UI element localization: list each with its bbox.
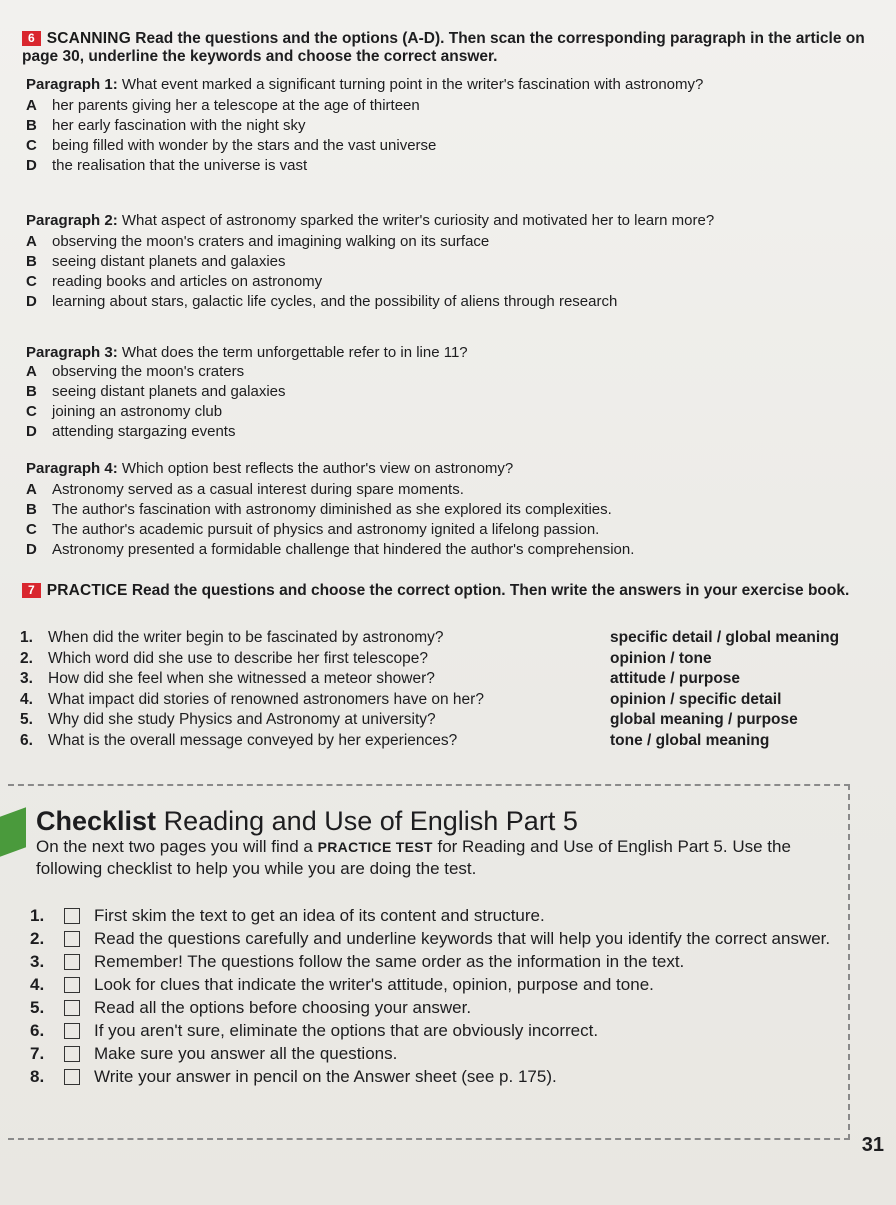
practice-question: 4. What impact did stories of renowned astronomers have on her? opinion / specific detail xyxy=(20,690,782,708)
exercise-6-keyword: SCANNING xyxy=(46,30,131,47)
question-text: What event marked a significant turning point in the writer's fascination with astronomy? xyxy=(121,76,704,93)
checkbox[interactable] xyxy=(64,908,80,924)
checklist-item: 2. Read the questions carefully and underline keywords that will help you identify the correct answer. xyxy=(30,929,831,948)
practice-question: 1. When did the writer begin to be fascinated by astronomy? specific detail / global meaning xyxy=(20,629,840,647)
option-a: A observing the moon's craters and imagining walking on its surface xyxy=(26,233,490,250)
practice-question: 6. What is the overall message conveyed by her experiences? tone / global meaning xyxy=(20,731,770,749)
question-text: What aspect of astronomy sparked the writer's curiosity and motivated her to learn more? xyxy=(121,212,715,229)
exercise-7-keyword: PRACTICE xyxy=(46,582,128,599)
checkbox[interactable] xyxy=(64,977,80,993)
option-a: A her parents giving her a telescope at the age of thirteen xyxy=(26,97,420,114)
option-b: B seeing distant planets and galaxies xyxy=(26,383,286,400)
page-number: 31 xyxy=(861,1134,884,1156)
option-b: B seeing distant planets and galaxies xyxy=(26,253,286,270)
exercise-7-instructions xyxy=(22,580,866,602)
exercise-7-text: Read the questions and choose the correct option. Then write the answers in your exercise book. xyxy=(131,582,850,599)
checklist-item: 4. Look for clues that indicate the writer's attitude, opinion, purpose and tone. xyxy=(30,975,654,994)
checklist-items xyxy=(30,904,845,1088)
option-d: D the realisation that the universe is vast xyxy=(26,157,308,174)
checklist-title-sub: Reading and Use of English Part 5 xyxy=(163,806,578,836)
checkbox[interactable] xyxy=(64,1023,80,1039)
checklist-title-main: Checklist xyxy=(36,806,157,836)
question-text: What does the term unforgettable refer to in line 11? xyxy=(121,344,468,361)
checklist-title xyxy=(36,805,578,837)
question-block-p2 xyxy=(26,212,856,312)
question-heading: Paragraph 4: xyxy=(26,460,118,477)
checkbox[interactable] xyxy=(64,1046,80,1062)
question-heading: Paragraph 2: xyxy=(26,212,118,229)
option-d: D Astronomy presented a formidable challenge that hindered the author's comprehension. xyxy=(26,541,635,558)
checklist-item: 7. Make sure you answer all the questions. xyxy=(30,1044,398,1063)
checkbox[interactable] xyxy=(64,954,80,970)
option-b: B her early fascination with the night sky xyxy=(26,117,306,134)
checklist-item: 6. If you aren't sure, eliminate the options that are obviously incorrect. xyxy=(30,1021,599,1040)
option-a: A observing the moon's craters xyxy=(26,363,245,380)
option-c: C being filled with wonder by the stars and the vast universe xyxy=(26,137,437,154)
question-heading: Paragraph 3: xyxy=(26,344,118,361)
exercise-7-number: 7 xyxy=(22,583,41,598)
exercise-6-text: Read the questions and the options (A-D). Then scan the corresponding paragraph in the article on page 30, underline the keywords and choose the correct answer. xyxy=(22,30,865,65)
checklist-item: 1. First skim the text to get an idea of its content and structure. xyxy=(30,906,545,925)
question-block-p1 xyxy=(26,76,856,176)
checkbox[interactable] xyxy=(64,1069,80,1085)
question-heading: Paragraph 1: xyxy=(26,76,118,93)
practice-question-list xyxy=(20,628,880,751)
option-c: C joining an astronomy club xyxy=(26,403,223,420)
exercise-6-instructions xyxy=(22,30,866,66)
option-b: B The author's fascination with astronomy diminished as she explored its complexities. xyxy=(26,501,612,518)
question-text: Which option best reflects the author's view on astronomy? xyxy=(121,460,514,477)
checkbox[interactable] xyxy=(64,1000,80,1016)
exercise-6-number: 6 xyxy=(22,31,41,46)
practice-question: 2. Which word did she use to describe her first telescope? opinion / tone xyxy=(20,649,712,667)
checklist-item: 8. Write your answer in pencil on the Answer sheet (see p. 175). xyxy=(30,1067,557,1086)
option-c: C reading books and articles on astronomy xyxy=(26,273,323,290)
option-a: A Astronomy served as a casual interest during spare moments. xyxy=(26,481,464,498)
checklist-intro: On the next two pages you will find a PRACTICE TEST for Reading and Use of English Part 5. Use the following checklist to help you while you are doing the test. xyxy=(36,837,791,878)
question-block-p3 xyxy=(26,344,856,442)
option-d: D attending stargazing events xyxy=(26,423,236,440)
option-d: D learning about stars, galactic life cycles, and the possibility of aliens through research xyxy=(26,293,618,310)
checklist-item: 5. Read all the options before choosing your answer. xyxy=(30,998,472,1017)
checkbox[interactable] xyxy=(64,931,80,947)
practice-question: 3. How did she feel when she witnessed a meteor shower? attitude / purpose xyxy=(20,670,741,688)
checklist-item: 3. Remember! The questions follow the same order as the information in the text. xyxy=(30,952,685,971)
question-block-p4 xyxy=(26,460,856,560)
practice-question: 5. Why did she study Physics and Astronomy at university? global meaning / purpose xyxy=(20,711,798,729)
option-c: C The author's academic pursuit of physics and astronomy ignited a lifelong passion. xyxy=(26,521,600,538)
